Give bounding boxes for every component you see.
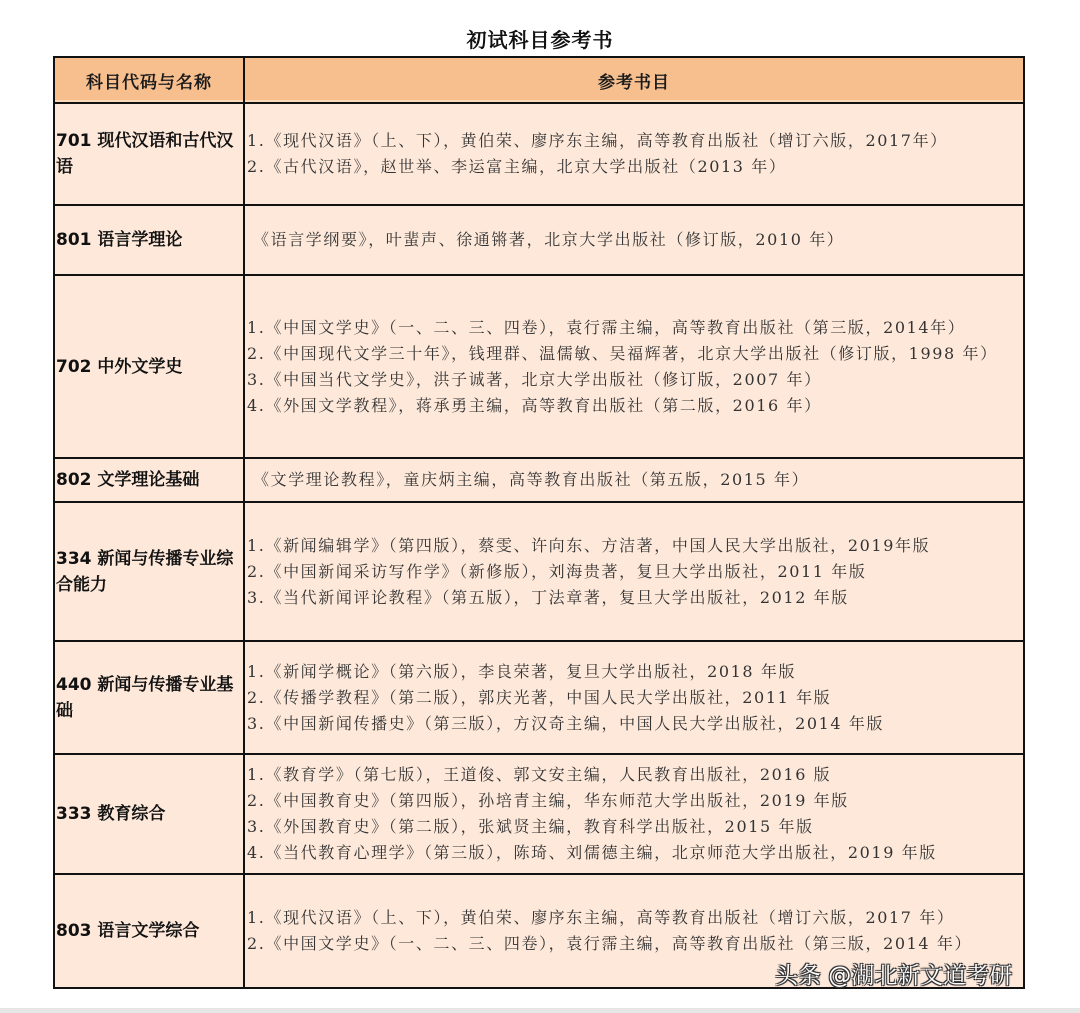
book-entry: 2.《传播学教程》（第二版），郭庆光著，中国人民大学出版社，2011 年版 — [247, 687, 832, 707]
subject-cell: 802 文学理论基础 — [54, 458, 244, 502]
subject-cell: 440 新闻与传播专业基础 — [54, 641, 244, 754]
header-books: 参考书目 — [244, 57, 1024, 103]
book-entry: 2.《古代汉语》，赵世举、李运富主编，北京大学出版社（2013 年） — [247, 157, 787, 176]
book-entry: 1.《教育学》（第七版），王道俊、郭文安主编，人民教育出版社，2016 版 — [247, 765, 832, 784]
table-row — [54, 502, 1024, 641]
book-entry: 2.《中国新闻采访写作学》（新修版），刘海贵著，复旦大学出版社，2011 年版 — [247, 561, 867, 581]
table-row — [54, 275, 1024, 458]
book-entry: 2.《中国教育史》（第四版），孙培青主编，华东师范大学出版社，2019 年版 — [247, 791, 849, 810]
book-entry: 2.《中国现代文学三十年》，钱理群、温儒敏、吴福辉著，北京大学出版社（修订版，1998 年） — [247, 343, 998, 363]
book-entry: 3.《外国教育史》（第二版），张斌贤主编，教育科学出版社，2015 年版 — [247, 817, 814, 836]
book-entry: 《文学理论教程》，童庆炳主编，高等教育出版社（第五版，2015 年） — [253, 470, 810, 489]
book-entry: 《语言学纲要》，叶蜚声、徐通锵著，北京大学出版社（修订版，2010 年） — [253, 230, 845, 249]
table-row — [54, 641, 1024, 754]
subject-cell: 701 现代汉语和古代汉语 — [54, 103, 244, 205]
books-cell — [244, 502, 1024, 641]
book-entry: 4.《外国文学教程》，蒋承勇主编，高等教育出版社（第二版，2016 年） — [247, 395, 822, 415]
table-row — [54, 205, 1024, 275]
table-body — [54, 103, 1024, 988]
books-cell — [244, 458, 1024, 502]
table-row — [54, 103, 1024, 205]
subject-cell: 333 教育综合 — [54, 754, 244, 874]
books-cell — [244, 103, 1024, 205]
watermark: 头条 @湖北新文道考研 — [775, 963, 1013, 989]
bottom-divider — [0, 1008, 1080, 1013]
book-entry: 1.《新闻学概论》（第六版），李良荣著，复旦大学出版社，2018 年版 — [247, 661, 797, 681]
book-entry: 1.《现代汉语》（上、下），黄伯荣、廖序东主编，高等教育出版社（增订六版，2017年） — [247, 131, 948, 150]
subject-cell: 702 中外文学史 — [54, 275, 244, 458]
subject-cell: 334 新闻与传播专业综合能力 — [54, 502, 244, 641]
page-title: 初试科目参考书 — [466, 28, 614, 52]
books-cell — [244, 641, 1024, 754]
subject-cell: 803 语言文学综合 — [54, 874, 244, 988]
book-entry: 3.《当代新闻评论教程》（第五版），丁法章著，复旦大学出版社，2012 年版 — [247, 587, 849, 607]
book-entry: 1.《新闻编辑学》（第四版），蔡雯、许向东、方洁著，中国人民大学出版社，2019年版 — [247, 535, 931, 555]
subject-cell: 801 语言学理论 — [54, 205, 244, 275]
books-cell — [244, 754, 1024, 874]
reference-books-table — [53, 56, 1025, 989]
table-row — [54, 458, 1024, 502]
book-entry: 3.《中国新闻传播史》（第三版），方汉奇主编，中国人民大学出版社，2014 年版 — [247, 713, 885, 733]
book-entry: 3.《中国当代文学史》，洪子诚著，北京大学出版社（修订版，2007 年） — [247, 369, 822, 389]
header-subject: 科目代码与名称 — [54, 57, 244, 103]
book-entry: 1.《中国文学史》（一、二、三、四卷），袁行霈主编，高等教育出版社（第三版，2014年） — [247, 317, 966, 337]
book-entry: 1.《现代汉语》（上、下），黄伯荣、廖序东主编，高等教育出版社（增订六版，2017 年） — [247, 908, 955, 927]
table-row — [54, 754, 1024, 874]
table-header-row — [54, 57, 1024, 103]
book-entry: 2.《中国文学史》（一、二、三、四卷），袁行霈主编，高等教育出版社（第三版，2014 年） — [247, 934, 973, 953]
book-entry: 4.《当代教育心理学》（第三版），陈琦、刘儒德主编，北京师范大学出版社，2019 年版 — [247, 843, 937, 862]
books-cell — [244, 205, 1024, 275]
books-cell — [244, 275, 1024, 458]
